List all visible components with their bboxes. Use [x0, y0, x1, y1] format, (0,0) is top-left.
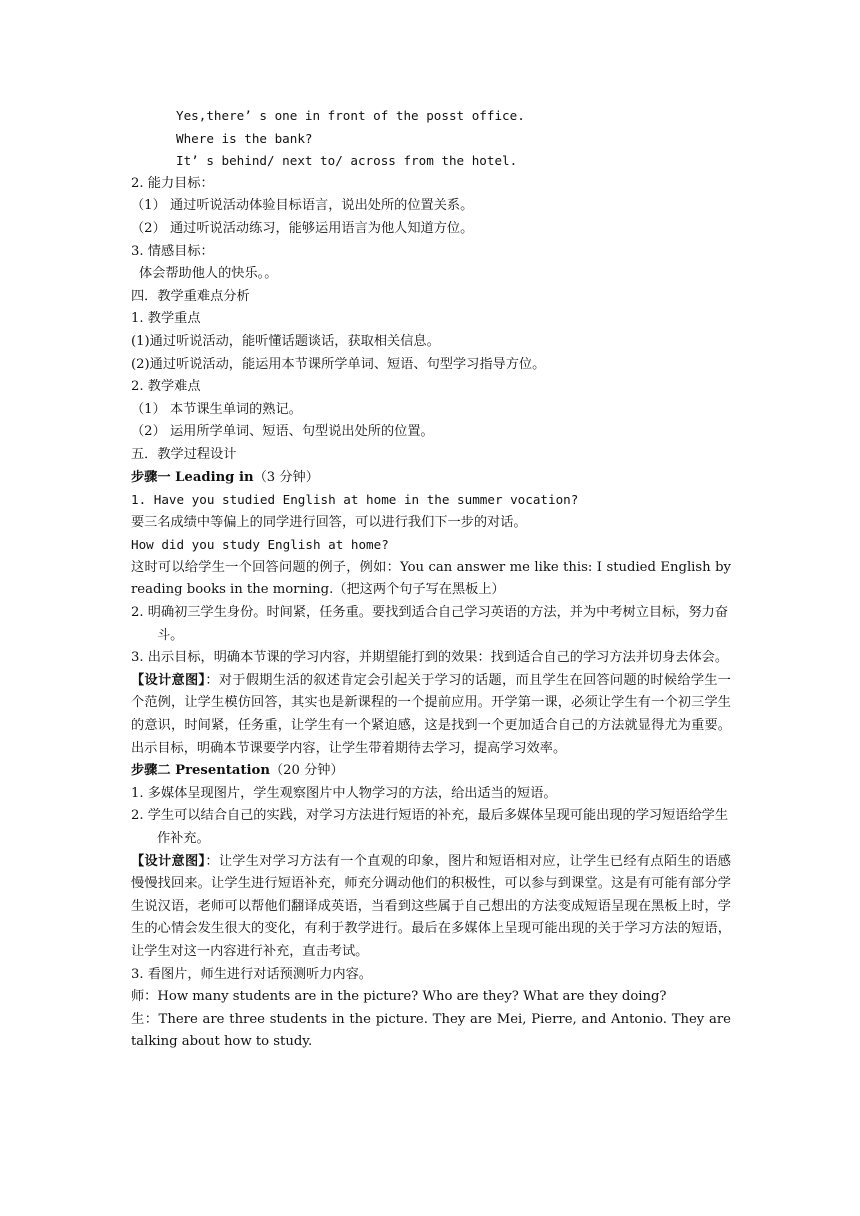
list-item: （2） 运用所学单词、短语、句型说出处所的位置。: [131, 424, 434, 440]
text-line: 要三名成绩中等偏上的同学进行回答，可以进行我们下一步的对话。: [131, 514, 527, 530]
design-intent-label: 【设计意图】: [131, 853, 206, 869]
list-item: 1. Have you studied English at home in the summer vocation?: [131, 492, 579, 508]
dialogue-line: 师：How many students are in the picture? Who are they? What are they doing?: [131, 989, 667, 1005]
list-item: （1） 通过听说活动体验目标语言，说出处所的位置关系。: [131, 198, 474, 214]
example-sentence: Yes,there’ s one in front of the posst office.: [176, 108, 525, 123]
design-intent-text: ：让学生对学习方法有一个直观的印象，图片和短语相对应，让学生已经有点陌生的语感慢慢找回来。让学生进行短语补充，师充分调动他们的积极性，可以参与到课堂。这是有可能有部分学生说汉语，老师可以帮他们翻译成英语，当看到这些属于自己想出的方法变成短语呈现在黑板上时，学生的心情会发生很大的变化，有利于教学进行。最后在多媒体上呈现可能出现的关于学习方法的短语，让学生对这一内容进行补充，直击考试。: [131, 853, 731, 959]
step-heading: [131, 760, 731, 783]
design-intent-label: 【设计意图】: [131, 672, 206, 688]
list-item: (1)通过听说活动，能听懂话题谈话，获取相关信息。: [131, 333, 440, 349]
section-heading: 2. 能力目标：: [131, 175, 214, 191]
list-item: (2)通过听说活动，能运用本节课所学单词、短语、句型学习指导方位。: [131, 356, 546, 372]
list-item: 1. 多媒体呈现图片，学生观察图片中人物学习的方法，给出适当的短语。: [131, 785, 557, 801]
text-line: 体会帮助他人的快乐。。: [139, 266, 278, 282]
section-heading: 四．教学重难点分析: [131, 288, 250, 304]
design-intent-paragraph: [131, 670, 731, 760]
list-item: 3. 出示目标，明确本节课的学习内容，并期望能打到的效果：找到适合自己的学习方法并切身去体会。: [131, 650, 729, 666]
text-line: How did you study English at home?: [131, 537, 389, 553]
design-intent-text: ：对于假期生活的叙述肯定会引起关于学习的话题，而且学生在回答问题的时候给学生一个范例，让学生模仿回答，其实也是新课程的一个提前应用。开学第一课，必须让学生有一个初三学生的意识，时间紧，任务重，让学生有一个紧迫感，这是找到一个更加适合自己的方法就显得尤为重要。出示目标，明确本节课要学内容，让学生带着期待去学习，提高学习效率。: [131, 672, 731, 756]
paragraph: 这时可以给学生一个回答问题的例子，例如：You can answer me like this: I studied English by reading books in the morning.（把这两个句子写在黑板上）: [131, 559, 731, 598]
step-time: （20 分钟）: [269, 763, 344, 779]
step-time: （3 分钟）: [253, 469, 319, 485]
dialogue-line: 生：There are three students in the picture. They are Mei, Pierre, and Antonio. They are talking about how to study.: [131, 1011, 731, 1050]
step-heading: [131, 467, 731, 490]
list-item: （1） 本节课生单词的熟记。: [131, 401, 302, 417]
step-title: 步骤一 Leading in: [131, 469, 254, 485]
document-body: [131, 105, 731, 1054]
example-sentence: It’ s behind/ next to/ across from the hotel.: [176, 153, 518, 169]
section-heading: 2. 教学难点: [131, 379, 201, 395]
list-item: 3. 看图片，师生进行对话预测听力内容。: [131, 966, 372, 982]
list-item: （2） 通过听说活动练习，能够运用语言为他人知道方位。: [131, 220, 474, 236]
section-heading: 1. 教学重点: [131, 311, 201, 327]
list-item: 2. 学生可以结合自己的实践，对学习方法进行短语的补充，最后多媒体呈现可能出现的学习短语给学生作补充。: [131, 808, 729, 846]
section-heading: 3. 情感目标：: [131, 243, 214, 259]
step-title: 步骤二 Presentation: [131, 763, 270, 779]
section-heading: 五．教学过程设计: [131, 446, 237, 462]
example-sentence: Where is the bank?: [176, 130, 313, 146]
design-intent-paragraph: [131, 851, 731, 964]
list-item: 2. 明确初三学生身份。时间紧，任务重。要找到适合自己学习英语的方法，并为中考树立目标，努力奋斗。: [131, 605, 729, 643]
